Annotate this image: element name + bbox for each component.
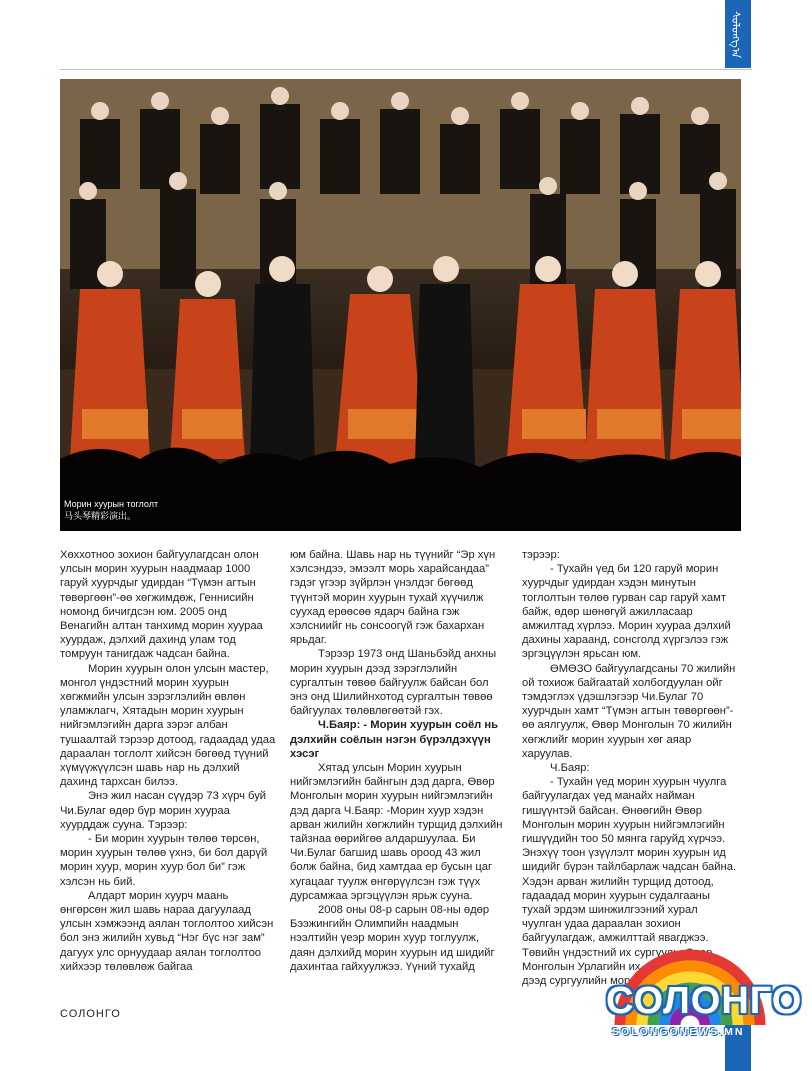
paragraph: Ч.Баяр: (550, 762, 590, 775)
concert-photo-illustration (60, 79, 741, 531)
paragraph: Энэ жил насан сүүдэр 73 хүрч буй Чи.Булаг өдөр бүр морин хуураа хуурддаж суунa. Тэрээр: (60, 790, 267, 831)
paragraph: - Тухайн үед морин хуурын чуулга байгуулагдах үед манайх найман гишүүнтэй байсан. Өнөөгийн Өвөр Монголын морин хуурын нийгэмлэгийн гишүүдийн тоо 50 мянга гаруйд хүрчээ. Энэхүү тоон үзүүлэлт морин хуурын ид шидийг бүрэн тайлбарлаж чадсан байна. Хэдэн арван жилийн турщид дотоод, гадаадад морин хуурын судалгааны тухай эрдэм шинжилгээний хурал чуулган удаа дараалан зохион байгуулагдаж, амжилттай явагджээ. Төвийн үндэстний их сургууль, Өвөр Монголын Урлагийн их сургууль зэрэг их, дээд сургуулийн морин хуурын (522, 776, 737, 988)
paragraph: 2008 оны 08-р сарын 08-ны өдөр Бээжингийн Олимпийн наадмын нээлтийн үеэр морин хуур тоглуулж, даян дэлхийд морин хуурын ид шидийг дахинтаа гайхуулжээ. Үүний тухайд (290, 904, 495, 973)
subheading: Ч.Баяр: - Морин хуурын соёл нь дэлхийн соёлын нэгэн бүрэлдэхүүн хэсэг (290, 719, 499, 760)
article-column-2 (290, 548, 506, 974)
section-tab (725, 0, 751, 68)
top-rule (60, 69, 752, 70)
article-column-1 (60, 548, 276, 974)
paragraph: - Тухайн үед би 120 гаруй морин хуурчдыг удирдан хэдэн минутын тоглолтын төлөө гурван сар гаруй хамт байж, өдөр шөнөгүй ажилласаар амжилтад хүрлээ. Морин хуураа дэлхий дахины хараанд, сонсголд хүргэлээ гэж эргэцүүлэн ярьсан юм. (522, 563, 731, 661)
paragraph: ӨМӨЗО байгуулагдсаны 70 жилийн ой тохиож байгаатай холбогдуулан ойг тэмдэглэх үдэшлэгээр Чи.Булаг 70 хуурчдын хамт “Түмэн агтын төвөргөөн”-өө аялгуулж, Өвөр Монголын 70 жилийн хөгжлийг морин хуурын хөг аяар харуулав. (522, 662, 736, 760)
photo-caption-mongolian: Морин хуурын тоглолт (64, 499, 159, 509)
paragraph: тэрээр: (522, 549, 560, 561)
article-column-3 (522, 548, 738, 988)
paragraph: Хятад улсын Морин хуурын нийгэмлэгийн байнгын дэд дарга, Өвөр Монголын морин хуурын нийгэмлэгийн дэд дарга Ч.Баяр: -Морин хуур хэдэн арван жилийн хөгжлийн турщид дэлхийн тайзнаа өөрийгөө алдаршуулаа. Би Чи.Булаг багшид шавь ороод 43 жил болж байна, бид хамтдаа ер бусын цаг хугацааг туулж өнгөрүүлсэн гэж түүх дурсамжаа эргэцүүлэн ярьж суунa. (290, 762, 503, 902)
concert-photo (60, 79, 741, 531)
footer-magazine-name: СОЛОНГО (60, 1008, 121, 1020)
photo-caption-chinese: 马头琴精彩演出。 (64, 511, 137, 521)
paragraph: Хөххотноо зохион байгуулагдсан олон улсын морин хуурын наадмаар 1000 гаруй хуурчдыг удирдан “Түмэн агтын төвөргөөн”-өө хөгжимдөж, Геннисийн номонд бичигдсэн юм. 2005 онд Венагийн алтан танхимд морин хуураа хуурдаж, дэлхий дахинд улам тод томруун танигдаж чадсан байна. (60, 549, 263, 661)
paragraph: Тэрээр 1973 онд Шаньбэйд анхны морин хуурын дээд зэрэглэлийн сургалтын төвөө байгуулж байсан бол энэ онд Шилийнхотод сургалтын төвөө байгуулах төлөвлөгөөтэй гэх. (290, 648, 497, 718)
paragraph: Морин хуурын олон улсын мастер, монгол үндэстний морин хуурын хөгжмийн улсын зэрэглэлийн өвлөн уламжлагч, Хятадын морин хуурын нийгэмлэгийн дарга зэрэг албан тушаалтай тэрээр дотоод, гадаадад удаа дараалан тоглолт хийсэн бөгөөд түүний хүмүүжүүлсэн шавь нар нь дэлхий дахинд тархсан билээ. (60, 662, 276, 789)
paragraph: юм байна. Шавь нар нь түүнийг “Эр хүн хэлсэндээ, эмээлт морь харайсандаа” гэдэг үгээр зүйрлэн үнэлдэг бөгөөд түүнтэй морин хуурын тухай хүүчилж суухад ерөөсөө ядарч байна гэж хэлсниийг нь сонсоогүй гэж бахархан ярьдаг. (290, 549, 496, 647)
logo-name: СОЛОНГО (606, 980, 803, 1022)
section-tab-label: ᠰᠣᠯᠣᠩᠭ᠎ᠠ (729, 10, 743, 58)
logo-website: SOLONGONEWS.MN (612, 1026, 745, 1038)
paragraph: Алдарт морин хуурч маань өнгөрсөн жил шавь нараа дагуулаад улсын хэмжээнд аялан тоглолтоо хийсэн бол энэ жилийн хувьд “Нэг бүс нэг зам” дагуух улс орнуудаар аялан тоглолтоо хийхээр төлөвлөж байгаа (60, 889, 274, 973)
photo-caption (64, 498, 158, 522)
paragraph: - Би морин хуурын төлөө төрсөн, морин хуурын төлөө үхнэ, би бол дарүй морин хуур, морин хуур бол би” гэж хэлсэн нь бий. (60, 833, 268, 888)
